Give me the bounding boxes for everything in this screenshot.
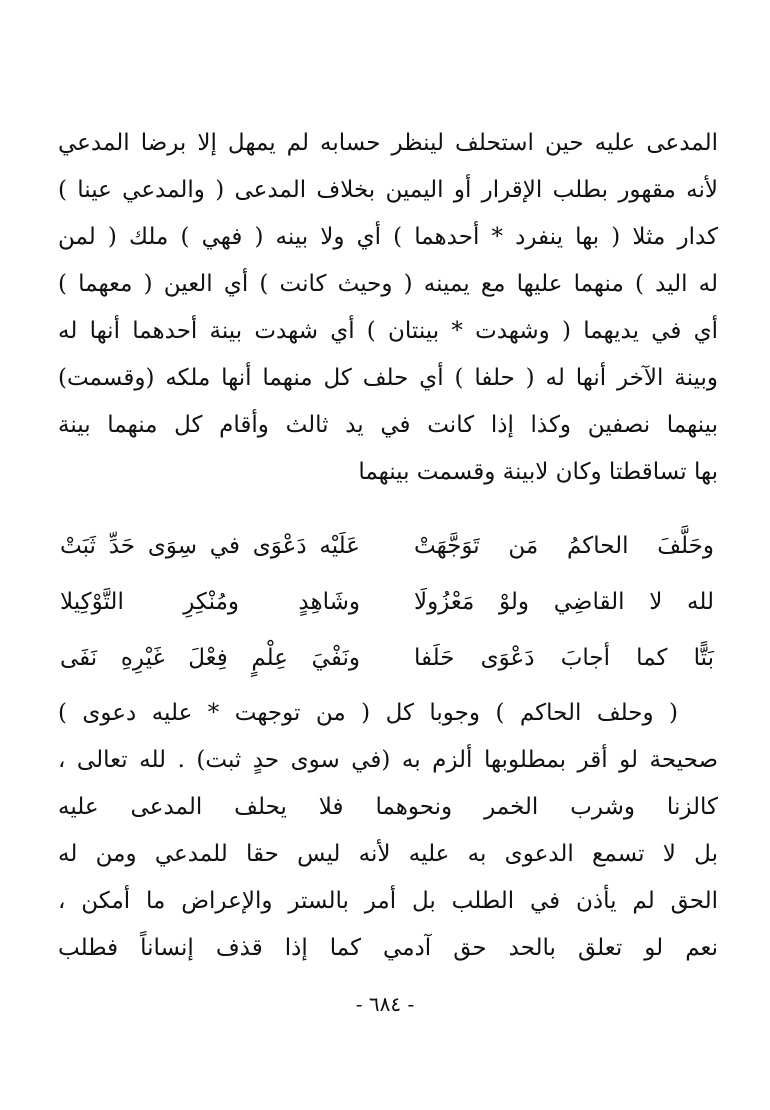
verse-first-hemistich: وحَلَّفَ الحاكمُ مَن تَوَجَّهَتْ	[414, 533, 714, 559]
text-line: كالزنا وشرب الخمر ونحوهما فلا يحلف المدعى عليه	[58, 794, 718, 820]
text-line: أي في يديهما ( وشهدت * بينتان ) أي شهدت بينة أحدهما أنها له	[58, 318, 718, 344]
verse	[60, 630, 714, 686]
verse-second-hemistich: عَلَيْه دَعْوَى في سِوَى حَدِّ ثَبَتْ	[60, 533, 360, 559]
verse-second-hemistich: وشَاهِدٍ ومُنْكِرِ التَّوْكِيلا	[60, 589, 360, 615]
text-line: الحق لم يأذن في الطلب بل أمر بالستر والإعراض ما أمكن ،	[58, 888, 718, 914]
verse	[60, 518, 714, 574]
verse	[60, 574, 714, 630]
text-line: صحيحة لو أقر بمطلوبها ألزم به (في سوى حدٍ ثبت) . لله تعالى ،	[58, 747, 718, 773]
text-line: نعم لو تعلق بالحد حق آدمي كما إذا قذف إنساناً فطلب	[58, 935, 718, 961]
verse-first-hemistich: لله لا القاضِي ولوْ مَعْزُولَا	[414, 589, 714, 615]
text-line: لأنه مقهور بطلب الإقرار أو اليمين بخلاف المدعى ( والمدعي عينا )	[58, 177, 718, 203]
text-line: كدار مثلا ( بها ينفرد * أحدهما ) أي ولا بينه ( فهي ) ملك ( لمن	[58, 224, 718, 250]
text-line: بها تساقطتا وكان لابينة وقسمت بينهما	[358, 459, 718, 485]
verse-first-hemistich: بَتًّا كما أجابَ دَعْوَى حَلَفا	[414, 645, 714, 671]
poem-verses	[60, 518, 714, 686]
text-line: بل لا تسمع الدعوى به عليه لأنه ليس حقا للمدعي ومن له	[58, 841, 718, 867]
paragraph-1	[58, 120, 718, 496]
paragraph-2	[58, 690, 718, 972]
text-line: المدعى عليه حين استحلف لينظر حسابه لم يمهل إلا برضا المدعي	[58, 130, 718, 156]
text-line: ( وحلف الحاكم ) وجوبا كل ( من توجهت * عليه دعوى )	[58, 700, 678, 726]
text-line: بينهما نصفين وكذا إذا كانت في يد ثالث وأقام كل منهما بينة	[58, 412, 718, 438]
text-line: وبينة الآخر أنها له ( حلفا ) أي حلف كل منهما أنها ملكه (وقسمت)	[58, 365, 718, 391]
page-number: - ٦٨٤ -	[355, 992, 415, 1016]
verse-second-hemistich: ونَفْيَ عِلْمٍ فِعْلَ غَيْرِهِ نَفَى	[60, 645, 360, 671]
text-line: له اليد ) منهما عليها مع يمينه ( وحيث كانت ) أي العين ( معهما )	[58, 271, 718, 297]
